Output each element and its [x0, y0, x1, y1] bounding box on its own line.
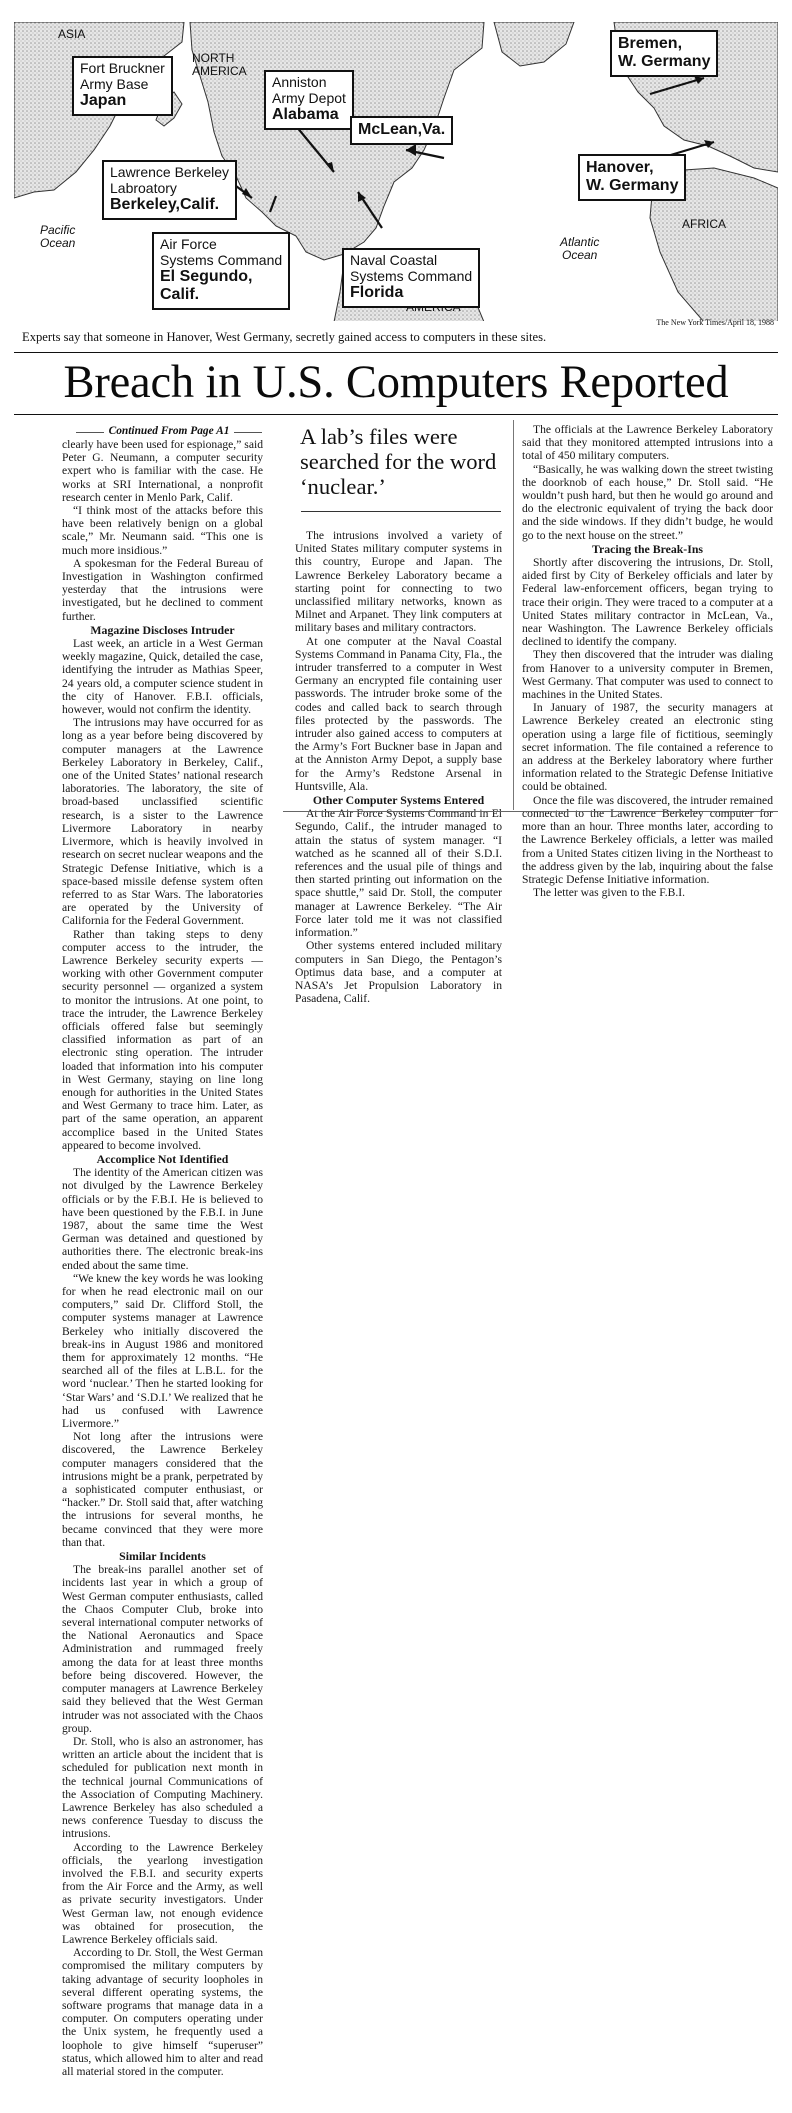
paragraph: In January of 1987, the security managers at Lawrence Berkeley created an electronic sting operation using a large file of fictitious, seemingly secret information. The file contained a reference to an address at the Berkeley laboratory where further information related to the Strategic Defense Initiative could be obtained.	[522, 701, 773, 794]
paragraph: They then discovered that the intruder was dialing from Hanover to a university computer in Bremen, West Germany. That computer was used to connect to machines in the United States.	[522, 648, 773, 702]
photo-credit: The New York Times/April 18, 1988	[656, 318, 774, 327]
map-label-berkeley: Lawrence Berkeley Labroatory Berkeley,Calif.	[102, 160, 237, 220]
north-america-label: NORTH AMERICA	[192, 51, 247, 78]
paragraph: Dr. Stoll, who is also an astronomer, has written an article about the incident that is scheduled for publication next month in the technical journal Communications of the Association of Computing Machinery. Lawrence Berkeley has also scheduled a news conference Tuesday to discuss the intrusions.	[62, 1734, 263, 1841]
subheading: Similar Incidents	[119, 1549, 206, 1564]
paragraph: clearly have been used for espionage,” said Peter G. Neumann, a computer security expert who is familiar with the case. He works at SRI International, a nonprofit research center in Menlo Park, Calif.	[62, 438, 263, 504]
paragraph: The intrusions may have occurred for as long as a year before being discovered by computer managers at the Lawrence Berkeley Laboratory in Berkeley, Calif., one of the United States’ national research laboratories. The laboratory, the site of broad-based unclassified scientific research, is a sister to the Lawrence Livermore Laboratory in nearby Livermore, which is heavily involved in research on secret nuclear weapons and the Strategic Defense Initiative, which is a space-based missile defense system often referred to as Star Wars. The laboratories are operated by the University of California for the Federal Government.	[62, 716, 263, 928]
article-column-2	[295, 529, 502, 1005]
paragraph: Last week, an article in a West German weekly magazine, Quick, detailed the case, identifying the intruder as Mathias Speer, 24 years old, a computer science student in the city of Hanover. F.B.I. officials, however, would not confirm the identity.	[62, 637, 263, 717]
paragraph: “I think most of the attacks before this have been relatively benign on a global scale,” Mr. Neumann said. “This one is much more insidious.”	[62, 504, 263, 557]
paragraph: At one computer at the Naval Coastal Systems Command in Panama City, Fla., the intruder transferred to a computer in West Germany an encrypted file containing user passwords. The intruder broke some of the codes and called back to search through files protected by the passwords. The intruder also gained access to computers at the Army’s Fort Buckner base in Japan and at the Anniston Army Depot, a supply base for the Army’s Redstone Arsenal in Huntsville, Ala.	[295, 634, 502, 793]
paragraph: Rather than taking steps to deny computer access to the intruder, the Lawrence Berkeley security experts — working with other Government computer security personnel — organized a system to monitor the intrusions. At one point, to trace the intruder, the Lawrence Berkeley officials offered false but seemingly classified information as part of an electronic sting operation. The intruder loaded that information into his computer in West Germany, staying on line long enough for authorities in the United States and West Germany to trace him. Later, as part of the same operation, an apparent accomplice based in the United States appeared to become involved.	[62, 927, 263, 1152]
paragraph: The intrusions involved a variety of United States military computer systems in this country, Europe and Japan. The Lawrence Berkeley Laboratory became a starting point for connecting to two unclassified military networks, known as Milnet and Arpanet. They link computers at military bases and military contractors.	[295, 529, 502, 635]
pull-quote: A lab’s files were searched for the word ‘nuclear.’	[300, 424, 497, 499]
paragraph: Other systems entered included military computers in San Diego, the Pentagon’s Optimus data base, and a computer at NASA’s Jet Propulsion Laboratory in Pasadena, Calif.	[295, 939, 502, 1006]
continued-from-line: Continued From Page A1	[76, 425, 262, 437]
subheading: Other Computer Systems Entered	[312, 793, 485, 808]
paragraph: At the Air Force Systems Command in El Segundo, Calif., the intruder managed to attain the status of system manager. “I watched as he scanned all of their S.D.I. references and the usual pile of things and then started printing out information on the space shuttle,” said Dr. Stoll, the computer manager at Lawrence Berkeley. “The Air Force later told me it was not classified information.”	[295, 807, 502, 940]
paragraph: Not long after the intrusions were discovered, the Lawrence Berkeley computer managers considered that the intrusions might be a prank, perpetrated by a sophisticated computer enthusiast, or “hacker.” Dr. Stoll said that, after watching the intrusions for several months, he became convinced that they were more than that.	[62, 1430, 263, 1549]
article-column-1	[62, 438, 263, 2078]
paragraph: The break-ins parallel another set of incidents last year in which a group of West German computer enthusiasts, called the Chaos Computer Club, broke into several international computer networks of the National Aeronautics and Space Administration and rummaged freely among the data for at least three months before being discovered. However, the computer managers at Lawrence Berkeley said they believed that the West German intruder was not associated with the Chaos group.	[62, 1563, 263, 1735]
pull-quote-rule	[301, 511, 501, 512]
pacific-ocean-label: Pacific Ocean	[40, 223, 76, 250]
map-label-hanover: Hanover, W. Germany	[578, 154, 686, 201]
subheading: Tracing the Break-Ins	[592, 541, 703, 556]
paragraph: A spokesman for the Federal Bureau of Investigation in Washington confirmed yesterday that the intrusions were investigated, but he declined to comment further.	[62, 556, 263, 623]
column-divider	[513, 420, 514, 810]
paragraph: The identity of the American citizen was not divulged by the Lawrence Berkeley officials or by the F.B.I. He is believed to have been questioned by the F.B.I. in June 1987, about the same time the West German was detained and questioned by authorities there. The electronic break-ins ended about the same time.	[62, 1166, 263, 1272]
paragraph: Shortly after discovering the intrusions, Dr. Stoll, aided first by City of Berkeley officials and later by Federal law-enforcement officers, began trying to trace their origin. They were traced to a computer at a United States military contractor in McLean, Va., near Washington. The Lawrence Berkeley officials declined to identify the company.	[522, 556, 773, 649]
paragraph: “Basically, he was walking down the street twisting the doorknob of each house,” Dr. Stoll said. “He wouldn’t push hard, but then he would go around and do the electronic equivalent of trying the back door and the side windows. If they didn’t budge, he would go to the next house on the street.”	[522, 462, 773, 542]
map-label-mclean: McLean,Va.	[350, 116, 453, 145]
asia-label: ASIA	[58, 27, 86, 41]
paragraph: Once the file was discovered, the intruder remained connected to the Lawrence Berkeley computer for more than an hour. Three months later, according to the Lawrence Berkeley officials, a letter was mailed from a United States citizen living in the Northeast to the address given by the lab, inquiring about the false Strategic Defense Initiative information.	[522, 793, 773, 886]
map-caption: Experts say that someone in Hanover, West Germany, secretly gained access to computers in these sites.	[22, 330, 547, 344]
paragraph: According to Dr. Stoll, the West German compromised the military computers by taking advantage of security loopholes in several different operating systems, the software programs that manage data in a computer. On computers operating under the Unix system, he frequently used a loophole to give himself “superuser” status, which allowed him to alter and read all material stored in the computer.	[62, 1946, 263, 2078]
section-end-rule	[283, 811, 778, 812]
map-label-bremen: Bremen, W. Germany	[610, 30, 718, 77]
headline: Breach in U.S. Computers Reported	[63, 357, 729, 408]
paragraph: The officials at the Lawrence Berkeley Laboratory said that they monitored attempted intrusions into a total of 450 military computers.	[522, 423, 773, 463]
paragraph: “We knew the key words he was looking for when he read electronic mail on our computers,” said Dr. Clifford Stoll, the computer systems manager at Lawrence Berkeley who initially discovered the break-ins in August 1986 and monitored them for approximately 12 months. “He searched all of the files at L.B.L. for the word ‘nuclear.’ Then he started looking for ‘Star Wars’ and ‘S.D.I.’ We realized that he had us confused with Lawrence Livermore.”	[62, 1271, 263, 1431]
subheading: Magazine Discloses Intruder	[90, 622, 235, 637]
headline-top-rule	[14, 352, 778, 353]
map-label-florida: Naval Coastal Systems Command Florida	[342, 248, 480, 308]
map-label-el-segundo: Air Force Systems Command El Segundo, Calif.	[152, 232, 290, 310]
map-label-alabama: Anniston Army Depot Alabama	[264, 70, 354, 130]
paragraph: According to the Lawrence Berkeley officials, the yearlong investigation involved the F.B.I. and security experts from the Air Force and the Army, as well as private security investigators. Under West German law, not enough evidence was obtained for prosecution, the Lawrence Berkeley officials said.	[62, 1840, 263, 1946]
locator-map	[14, 22, 778, 322]
paragraph: The letter was given to the F.B.I.	[533, 886, 686, 900]
subheading: Accomplice Not Identified	[96, 1151, 229, 1166]
atlantic-ocean-label: Atlantic Ocean	[560, 235, 600, 262]
headline-bottom-rule	[14, 414, 778, 415]
map-label-japan: Fort Bruckner Army Base Japan	[72, 56, 173, 116]
article-column-3	[522, 423, 773, 899]
africa-label: AFRICA	[682, 217, 727, 231]
